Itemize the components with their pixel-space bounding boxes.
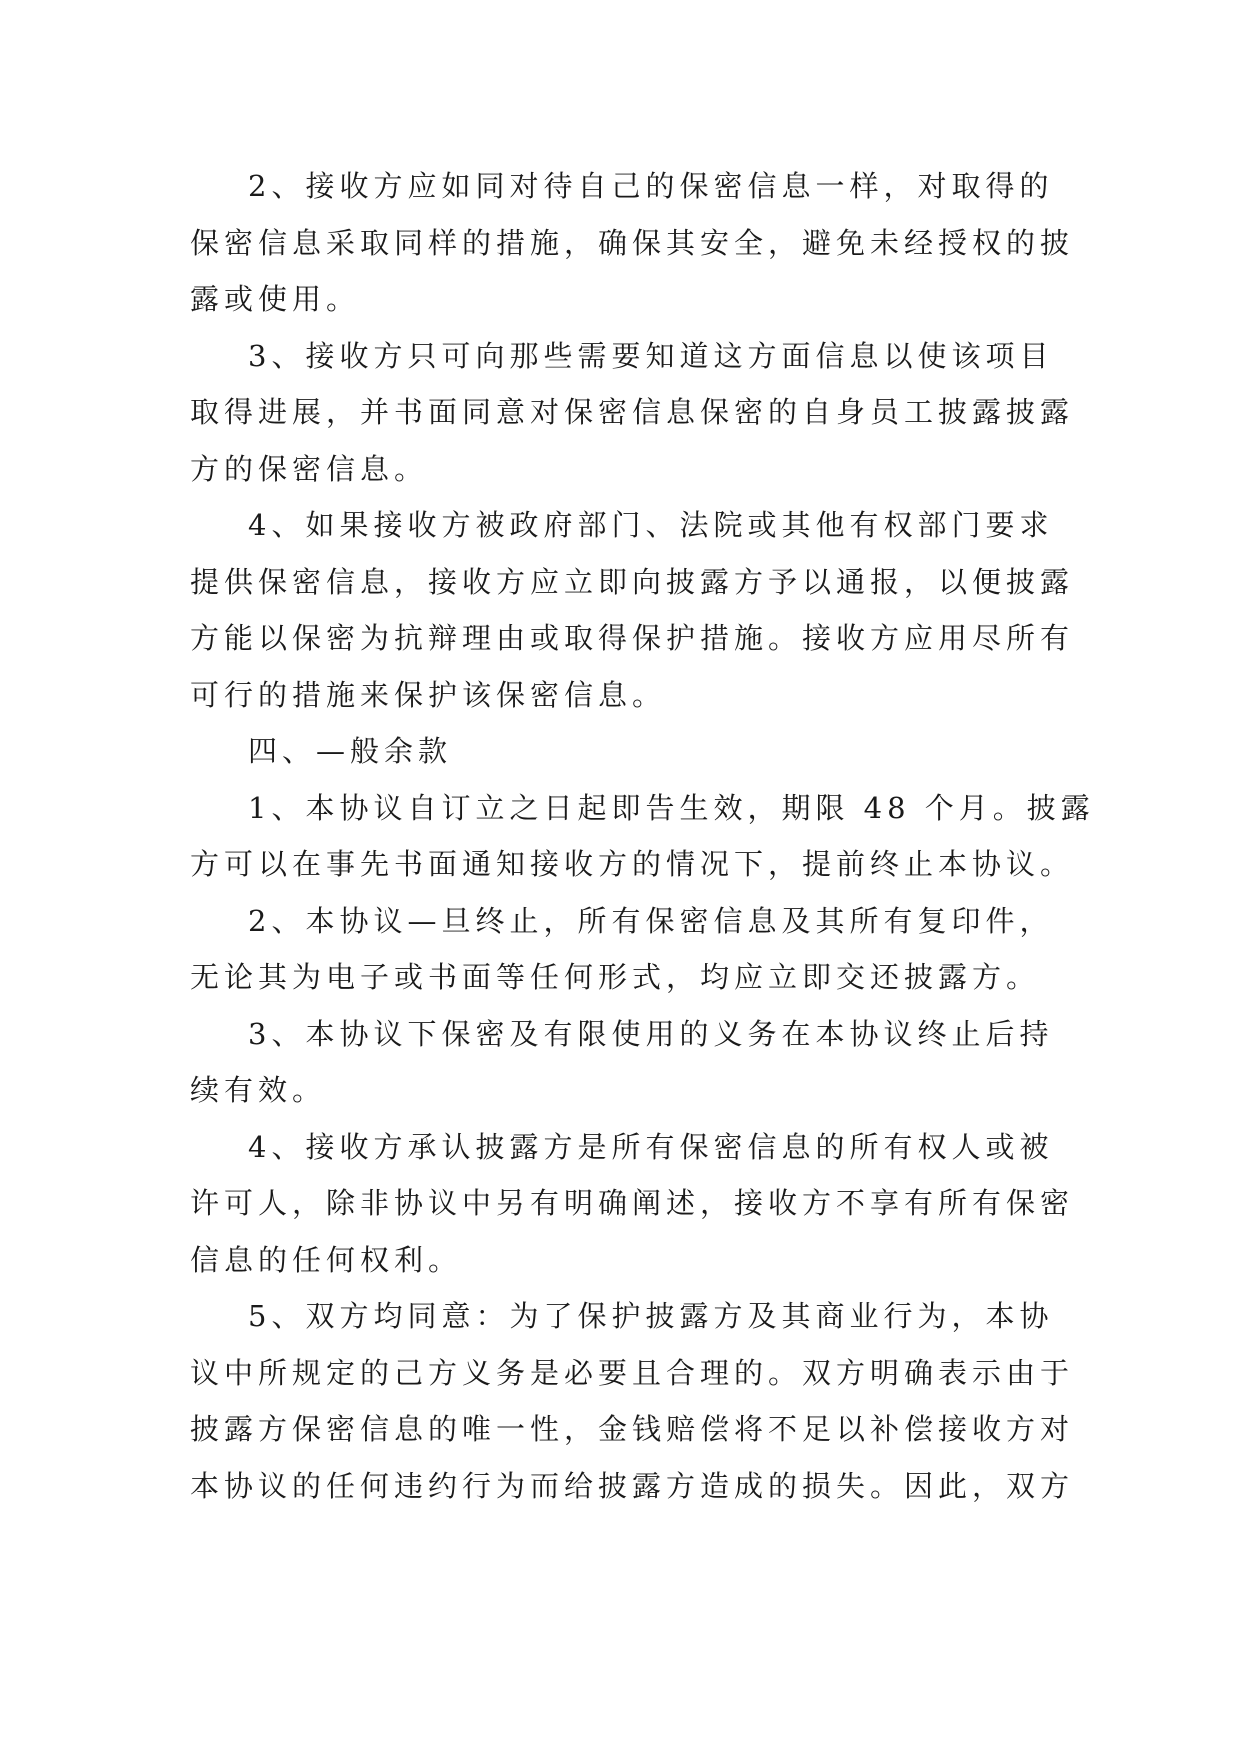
clause-4-1-line-1: 1、本协议自订立之日起即告生效，期限 48 个月。披露	[248, 790, 1095, 825]
clause-4-3-line-1: 3、本协议下保密及有限使用的义务在本协议终止后持	[248, 1016, 1054, 1051]
clause-3-2-line-3: 露或使用。	[190, 282, 361, 316]
clause-4-4-line-2: 许可人，除非协议中另有明确阐述，接收方不享有所有保密	[190, 1186, 1075, 1220]
clause-3-2-line-2: 保密信息采取同样的措施，确保其安全，避免未经授权的披	[190, 225, 1075, 260]
clause-4-5-line-2: 议中所规定的己方义务是必要且合理的。双方明确表示由于	[190, 1355, 1075, 1390]
clause-3-4-line-1: 4、如果接收方被政府部门、法院或其他有权部门要求	[248, 508, 1054, 542]
clause-4-5-line-4: 本协议的任何违约行为而给披露方造成的损失。因此，双方	[190, 1468, 1075, 1503]
clause-4-4-line-1: 4、接收方承认披露方是所有保密信息的所有权人或被	[248, 1129, 1054, 1164]
clause-3-3-line-2: 取得进展，并书面同意对保密信息保密的自身员工披露披露	[190, 395, 1075, 429]
clause-3-2-line-1: 2、接收方应如同对待自己的保密信息一样，对取得的	[248, 169, 1054, 203]
clause-3-4-line-2: 提供保密信息，接收方应立即向披露方予以通报，以便披露	[190, 564, 1075, 599]
clause-3-4-line-3: 方能以保密为抗辩理由或取得保护措施。接收方应用尽所有	[190, 621, 1075, 655]
section-heading: 四、—般余款	[248, 734, 453, 768]
clause-3-3-line-1: 3、接收方只可向那些需要知道这方面信息以使该项目	[248, 338, 1054, 373]
clause-4-4-line-3: 信息的任何权利。	[190, 1242, 463, 1277]
clause-3-4-line-4: 可行的措施来保护该保密信息。	[190, 677, 667, 712]
clause-4-1-line-2: 方可以在事先书面通知接收方的情况下，提前终止本协议。	[190, 847, 1075, 881]
clause-4-5-line-3: 披露方保密信息的唯一性，金钱赔偿将不足以补偿接收方对	[190, 1412, 1075, 1446]
clause-4-2-line-2: 无论其为电子或书面等任何形式，均应立即交还披露方。	[190, 960, 1041, 994]
clause-4-5-line-1: 5、双方均同意：为了保护披露方及其商业行为，本协	[248, 1299, 1054, 1333]
clause-3-3-line-3: 方的保密信息。	[190, 451, 429, 486]
clause-4-3-line-2: 续有效。	[190, 1073, 327, 1107]
clause-4-2-line-1: 2、本协议—旦终止，所有保密信息及其所有复印件，	[248, 903, 1054, 938]
document-body	[190, 158, 1095, 1514]
